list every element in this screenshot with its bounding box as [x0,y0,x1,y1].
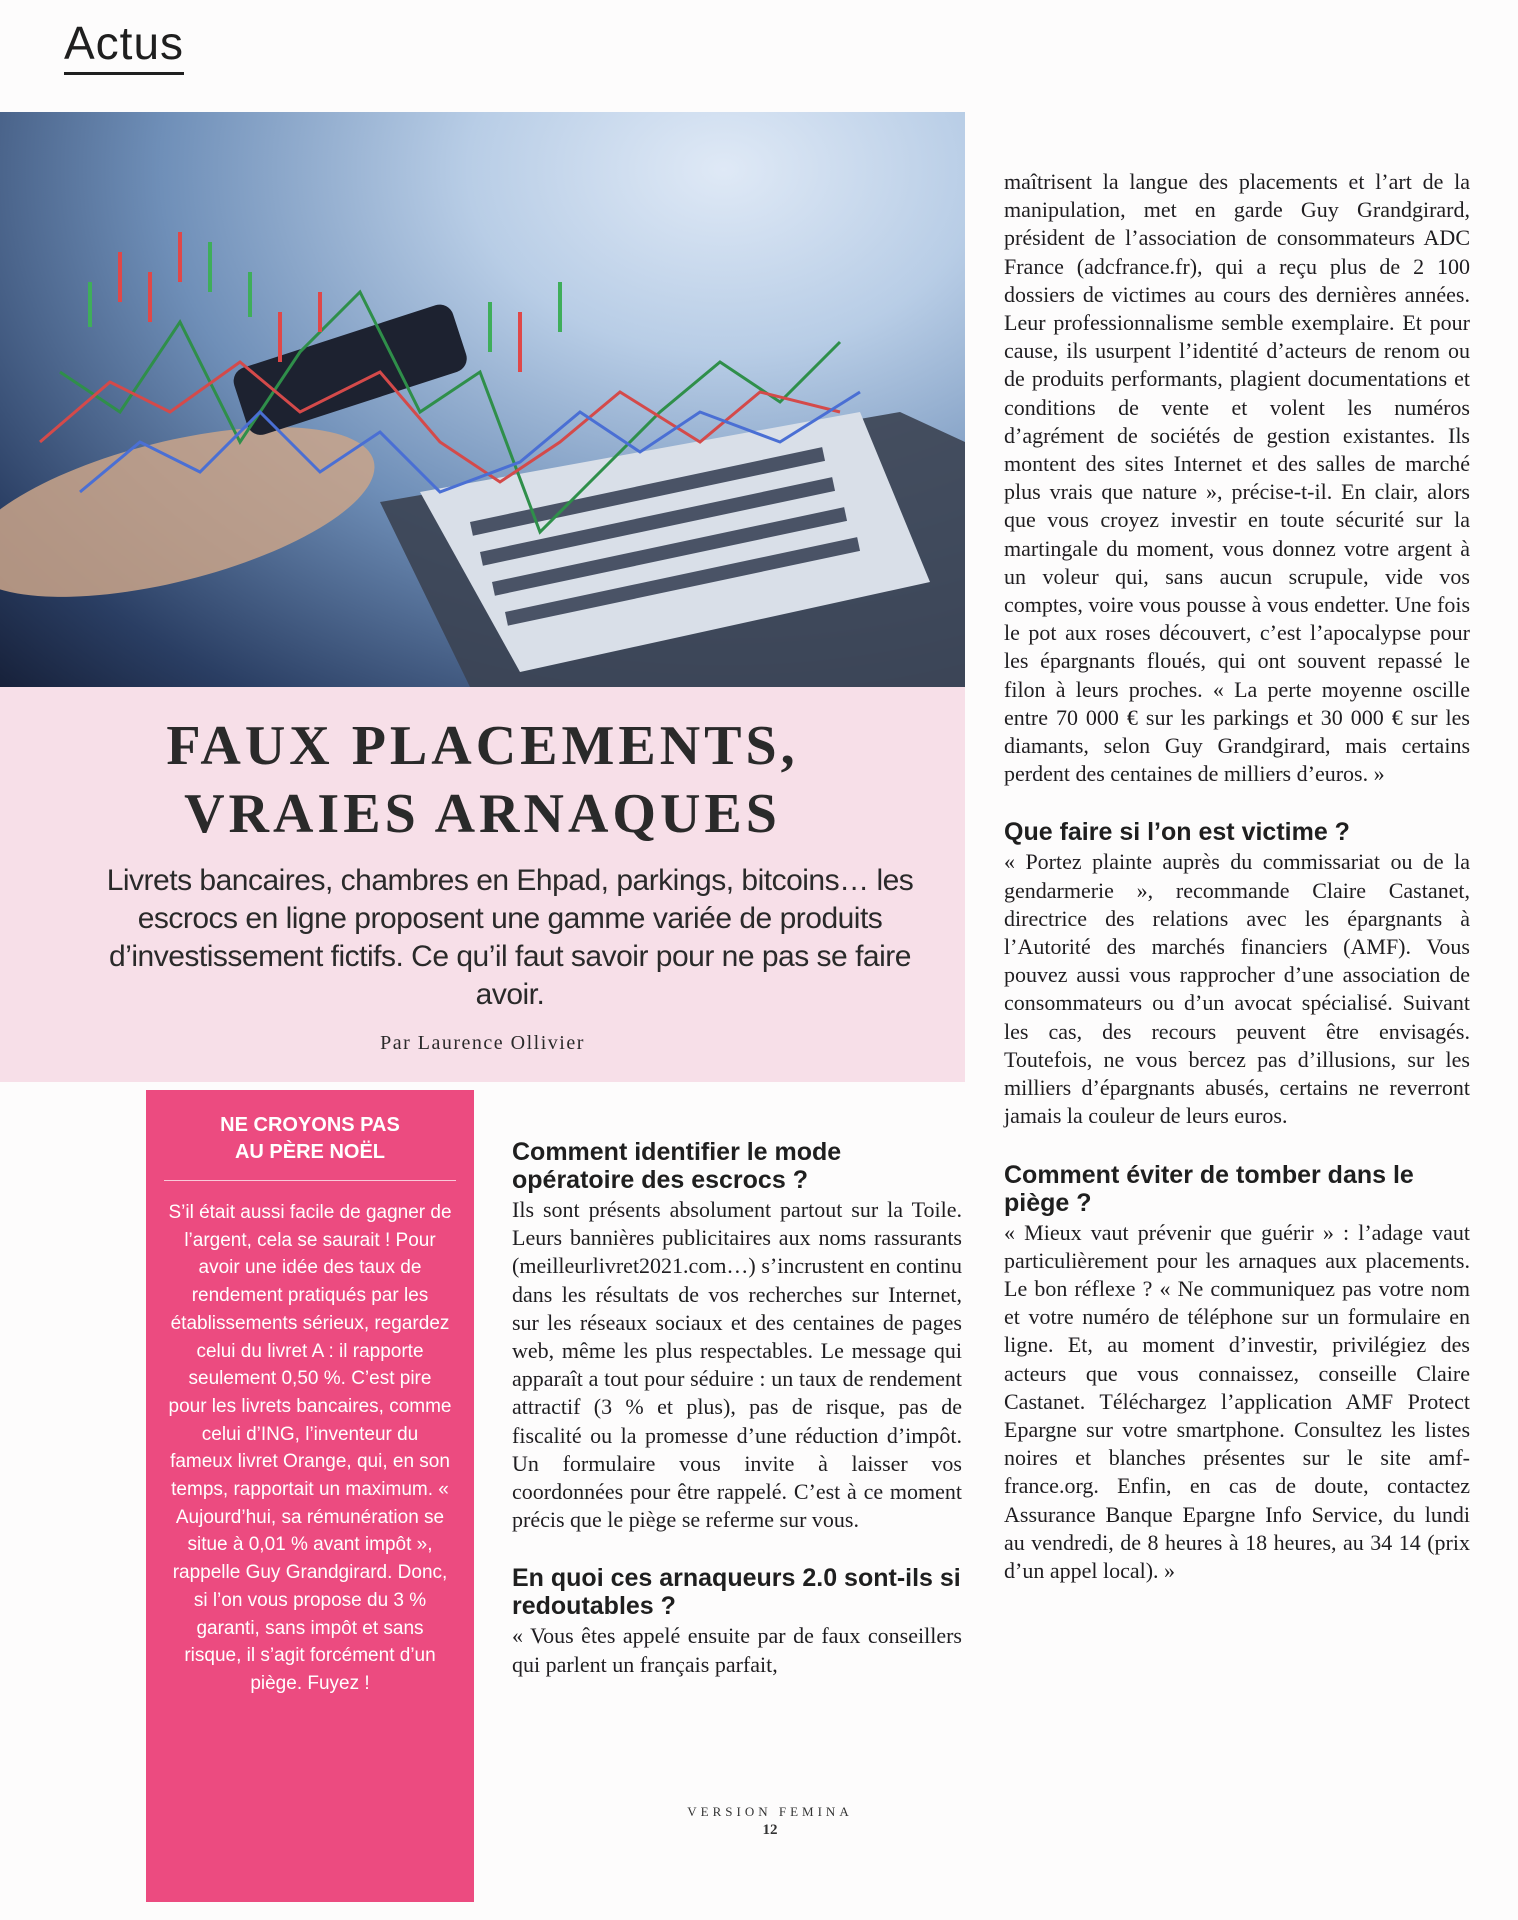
footer-magazine-name: VERSION FEMINA [687,1804,853,1819]
paragraph-eviter: « Mieux vaut prévenir que guérir » : l’adage vaut particulièrement pour les arnaques aux placements. Le bon réflexe ? « Ne communiquez pas votre nom et votre numéro de téléphone sur un formulaire en ligne. Et, au moment d’investir, privilégiez des acteurs que vous connaissez, conseille Claire Castanet. Téléchargez l’application AMF Protect Epargne sur votre smartphone. Consultez les listes noires et blanches présentes sur le site amf-france.org. Enfin, en cas de doute, contactez Assurance Banque Epargne Info Service, du lundi au vendredi, de 8 heures à 18 heures, au 34 14 (prix d’un appel local). » [1004,1219,1470,1583]
paragraph-victime: « Portez plainte auprès du commissariat ou de la gendarmerie », recommande Claire Castanet, directrice des relations avec les épargnants à l’Autorité des marchés financiers (AMF). Vous pouvez aussi vous rapprocher d’une association de consommateurs ou d’un avocat spécialisé. Suivant les cas, des recours peuvent être envisagés. Toutefois, ne vous bercez pas d’illusions, sur les milliers d’épargnants abusés, certains ne reverront jamais la couleur de leurs euros. [1004,849,1470,1129]
subhead-identify: Comment identifier le mode opératoire des escrocs ? [512,1138,842,1194]
sidebar-body: S’il était aussi facile de gagner de l’argent, cela se saurait ! Pour avoir une idée des taux de rendement pratiqués par les établissements sérieux, regardez celui du livret A : il rapporte seulement 0,50 %. C’est pire pour les livrets bancaires, comme celui d’ING, l’inventeur du fameux livret Orange, qui, en son temps, rapportait un maximum. « Aujourd’hui, sa rémunération se situe à 0,01 % avant impôt », rappelle Guy Grandgirard. Donc, si l’on vous propose du 3 % garanti, sans impôt et sans risque, il s’agit forcément d’un piège. Fuyez ! [168,1202,452,1694]
headline-line-2: VRAIES ARNAQUES [184,783,781,845]
subhead-eviter: Comment éviter de tomber dans le piège ? [1004,1160,1414,1217]
column-middle [512,1138,962,1679]
footer-page-number: 12 [762,1822,778,1838]
sidebar-title-line-1: NE CROYONS PAS [220,1114,400,1136]
sidebar-title [146,1112,474,1166]
column-right [1004,168,1470,1585]
sidebar-title-line-2: AU PÈRE NOËL [234,1141,386,1163]
standfirst: Livrets bancaires, chambres en Ehpad, parkings, bitcoins… les escrocs en ligne proposent une gamme variée de produits d’investissement fictifs. Ce qu’il faut savoir pour ne pas se faire avoir. [106,864,914,1011]
paragraph-redoutables-start: « Vous êtes appelé ensuite par de faux conseillers qui parlent un français parfait, [512,1623,962,1677]
section-label: Actus [64,16,184,75]
subhead-victime: Que faire si l’on est victime ? [1004,818,1350,847]
paragraph-identify: Ils sont présents absolument partout sur la Toile. Leurs bannières publicitaires aux noms rassurants (meilleurlivret2021.com…) s’incrustent en continu dans les résultats de vos recherches sur Internet, sur les réseaux sociaux et des centaines de pages web, même les plus respectables. Le message qui apparaît a tout pour séduire : un taux de rendement attractif (3 % et plus), pas de risque, pas de fiscalité ou la promesse d’une réduction d’impôt. Un formulaire vous invite à laisser vos coordonnées pour être rappelé. C’est à ce moment précis que le piège se referme sur vous. [512,1197,962,1533]
article-headline [0,712,965,848]
subhead-redoutables: En quoi ces arnaqueurs 2.0 sont-ils si redoutables ? [512,1564,961,1621]
paragraph-redoutables-continued: maîtrisent la langue des placements et l’art de la manipulation, met en garde Guy Grandgirard, président de l’association de consommateurs ADC France (adcfrance.fr), qui a reçu plus de 2 100 dossiers de victimes au cours des dernières années. Leur professionnalisme semble exemplaire. Et pour cause, ils usurpent l’identité d’acteurs de renom ou de produits performants, plagient documentations et conditions de vente et volent les numéros d’agrément de sociétés de gestion existantes. Ils montent des sites Internet et des salles de marché plus vrais que nature », précise-t-il. En clair, alors que vous croyez investir en toute sécurité sur la martingale du moment, vous donnez votre argent à un voleur qui, sans aucun scrupule, vide vos comptes, voire vous pousse à vous endetter. Une fois le pot aux roses découvert, c’est l’apocalypse pour les épargnants floués, qui ont souvent repassé le filon à leurs proches. « La perte moyenne oscille entre 70 000 € sur les parkings et 30 000 € sur les diamants, selon Guy Grandgirard, mais certains perdent des centaines de milliers d’euros. » [1004,169,1470,787]
stock-trading-laptop-photo-icon [0,112,965,687]
byline: Par Laurence Ollivier [380,1032,585,1054]
hero-image [0,112,965,687]
sidebar-divider [164,1180,456,1181]
sidebar-box [146,1090,474,1902]
headline-line-1: FAUX PLACEMENTS, [166,715,799,777]
